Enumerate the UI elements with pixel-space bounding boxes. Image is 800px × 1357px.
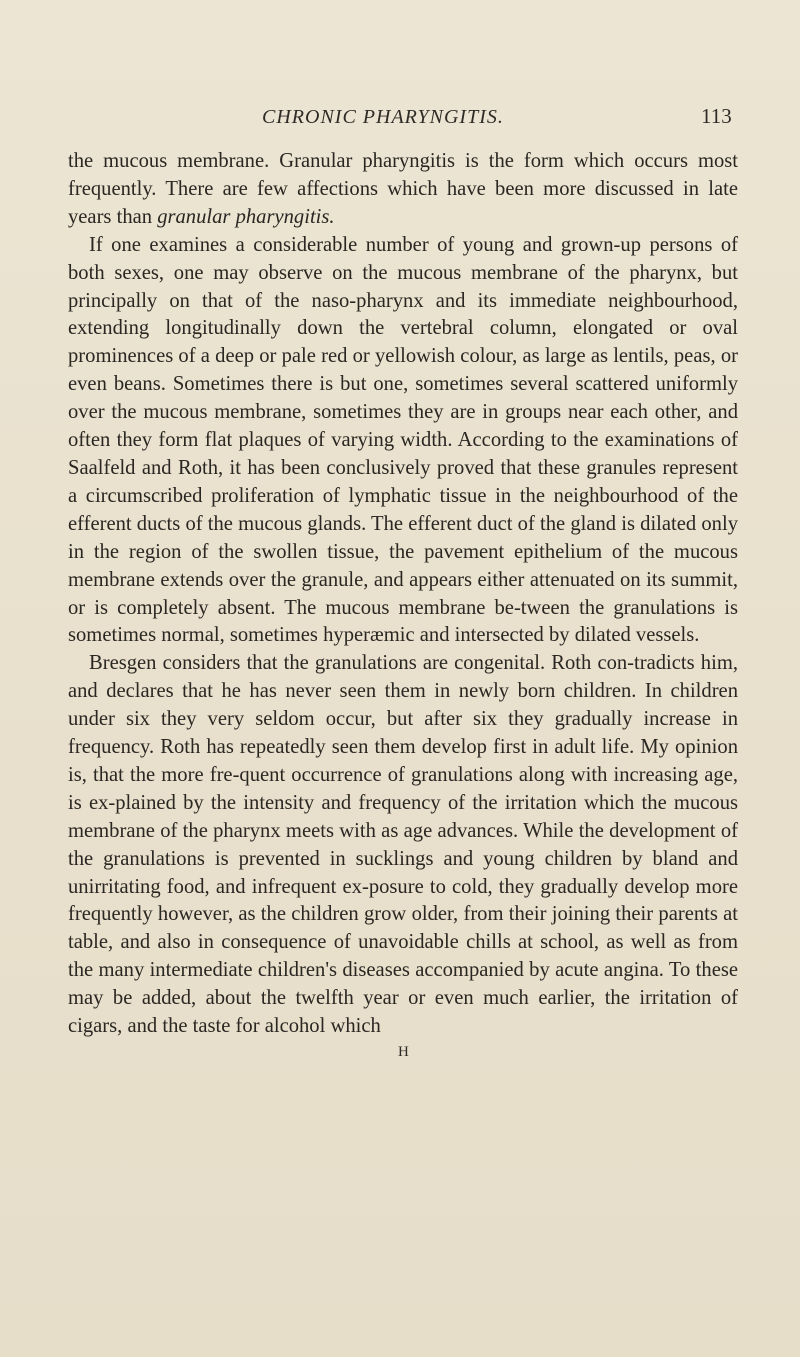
- emphasized-term: granular pharyngitis.: [157, 205, 335, 228]
- paragraph-continuation: [68, 148, 738, 232]
- running-title: CHRONIC PHARYNGITIS.: [262, 106, 504, 128]
- paragraph: If one examines a considerable number of young and grown-up persons of both sexes, one may observe on the mucous membrane of the pharynx, but principally on that of the naso-pharynx and its immediate neighbourhood, extending longitudinally down the vertebral column, elongated or oval prominences of a deep or pale red or yellowish colour, as large as lentils, peas, or even beans. Sometimes there is but one, sometimes several scattered uniformly over the mucous membrane, sometimes they are in groups near each other, and often they form flat plaques of varying width. According to the examinations of Saalfeld and Roth, it has been conclusively proved that these granules represent a circumscribed proliferation of lymphatic tissue in the neighbourhood of the efferent ducts of the mucous glands. The efferent duct of the gland is dilated only in the region of the swollen tissue, the pavement epithelium of the mucous membrane extends over the granule, and appears either attenuated on its summit, or is completely absent. The mucous membrane be-tween the granulations is sometimes normal, sometimes hyperæmic and intersected by dilated vessels.: [68, 233, 738, 647]
- paragraph-text: the mucous membrane. Granular pharyngitis is the form which occurs most frequently. There are few affections which have been more discussed in late years than: [68, 150, 738, 228]
- page-number: 113: [701, 104, 732, 128]
- paragraph: Bresgen considers that the granulations are congenital. Roth con-tradicts him, and declares that he has never seen them in newly born children. In children under six they very seldom occur, but after six they gradually increase in frequency. Roth has repeatedly seen them develop first in adult life. My opinion is, that the more fre-quent occurrence of granulations along with increasing age, is ex-plained by the intensity and frequency of the irritation which the mucous membrane of the pharynx meets with as age advances. While the development of the granulations is prevented in sucklings and young children by bland and unirritating food, and infrequent ex-posure to cold, they gradually develop more frequently however, as the children grow older, from their joining their parents at table, and also in consequence of unavoidable chills at school, as well as from the many intermediate children's diseases accompanied by acute angina. To these may be added, about the twelfth year or even much earlier, the irritation of cigars, and the taste for alcohol which: [68, 652, 738, 1038]
- body-text: [68, 148, 738, 1041]
- signature-mark: H: [398, 1044, 410, 1060]
